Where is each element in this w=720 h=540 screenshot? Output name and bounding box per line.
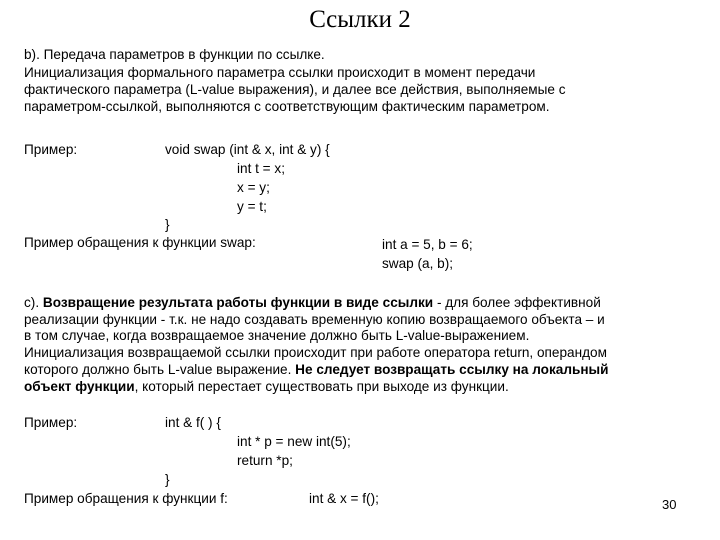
section-b-heading: b). Передача параметров в функции по ссылке. xyxy=(24,47,325,62)
section-c-heading: c). Возвращение результата работы функции в виде ссылки - для более эффективной xyxy=(24,295,601,310)
section-b-line: фактического параметра (L-value выражения), и далее все действия, выполняемые с xyxy=(24,82,566,97)
section-c-line: объект функции, который перестает существовать при выходе из функции. xyxy=(24,379,509,394)
code-line: int a = 5, b = 6; xyxy=(382,237,473,252)
section-c-line: в том случае, когда возвращаемое значение должно быть L-value-выражением. xyxy=(24,328,530,343)
code-line: int t = x; xyxy=(237,161,285,176)
section-c-line: Инициализация возвращаемой ссылки происходит при работе оператора return, операндом xyxy=(24,345,607,360)
code-line: y = t; xyxy=(237,199,267,214)
section-c-line: которого должно быть L-value выражение. Не следует возвращать ссылку на локальный xyxy=(24,362,609,377)
example-label: Пример: xyxy=(24,142,78,157)
section-b-line: Инициализация формального параметра ссылки происходит в момент передачи xyxy=(24,65,536,80)
code-line: } xyxy=(165,217,170,232)
code-line: } xyxy=(165,472,170,487)
call-example-label: Пример обращения к функции swap: xyxy=(24,235,256,250)
page-title: Ссылки 2 xyxy=(309,6,411,33)
code-line: int & x = f(); xyxy=(309,491,379,506)
code-line: swap (a, b); xyxy=(382,256,454,271)
section-b-line: параметром-ссылкой, выполняются с соответствующим фактическим параметром. xyxy=(24,99,550,114)
page-number: 30 xyxy=(662,497,677,512)
code-line: return *p; xyxy=(237,453,293,468)
code-line: int & f( ) { xyxy=(165,415,221,430)
call-example-label: Пример обращения к функции f: xyxy=(24,491,228,506)
code-line: void swap (int & x, int & y) { xyxy=(165,142,330,157)
code-line: int * p = new int(5); xyxy=(237,434,351,449)
section-c-line: реализации функции - т.к. не надо создавать временную копию возвращаемого объекта – и xyxy=(24,312,605,327)
code-line: x = y; xyxy=(237,180,270,195)
example-label: Пример: xyxy=(24,415,78,430)
